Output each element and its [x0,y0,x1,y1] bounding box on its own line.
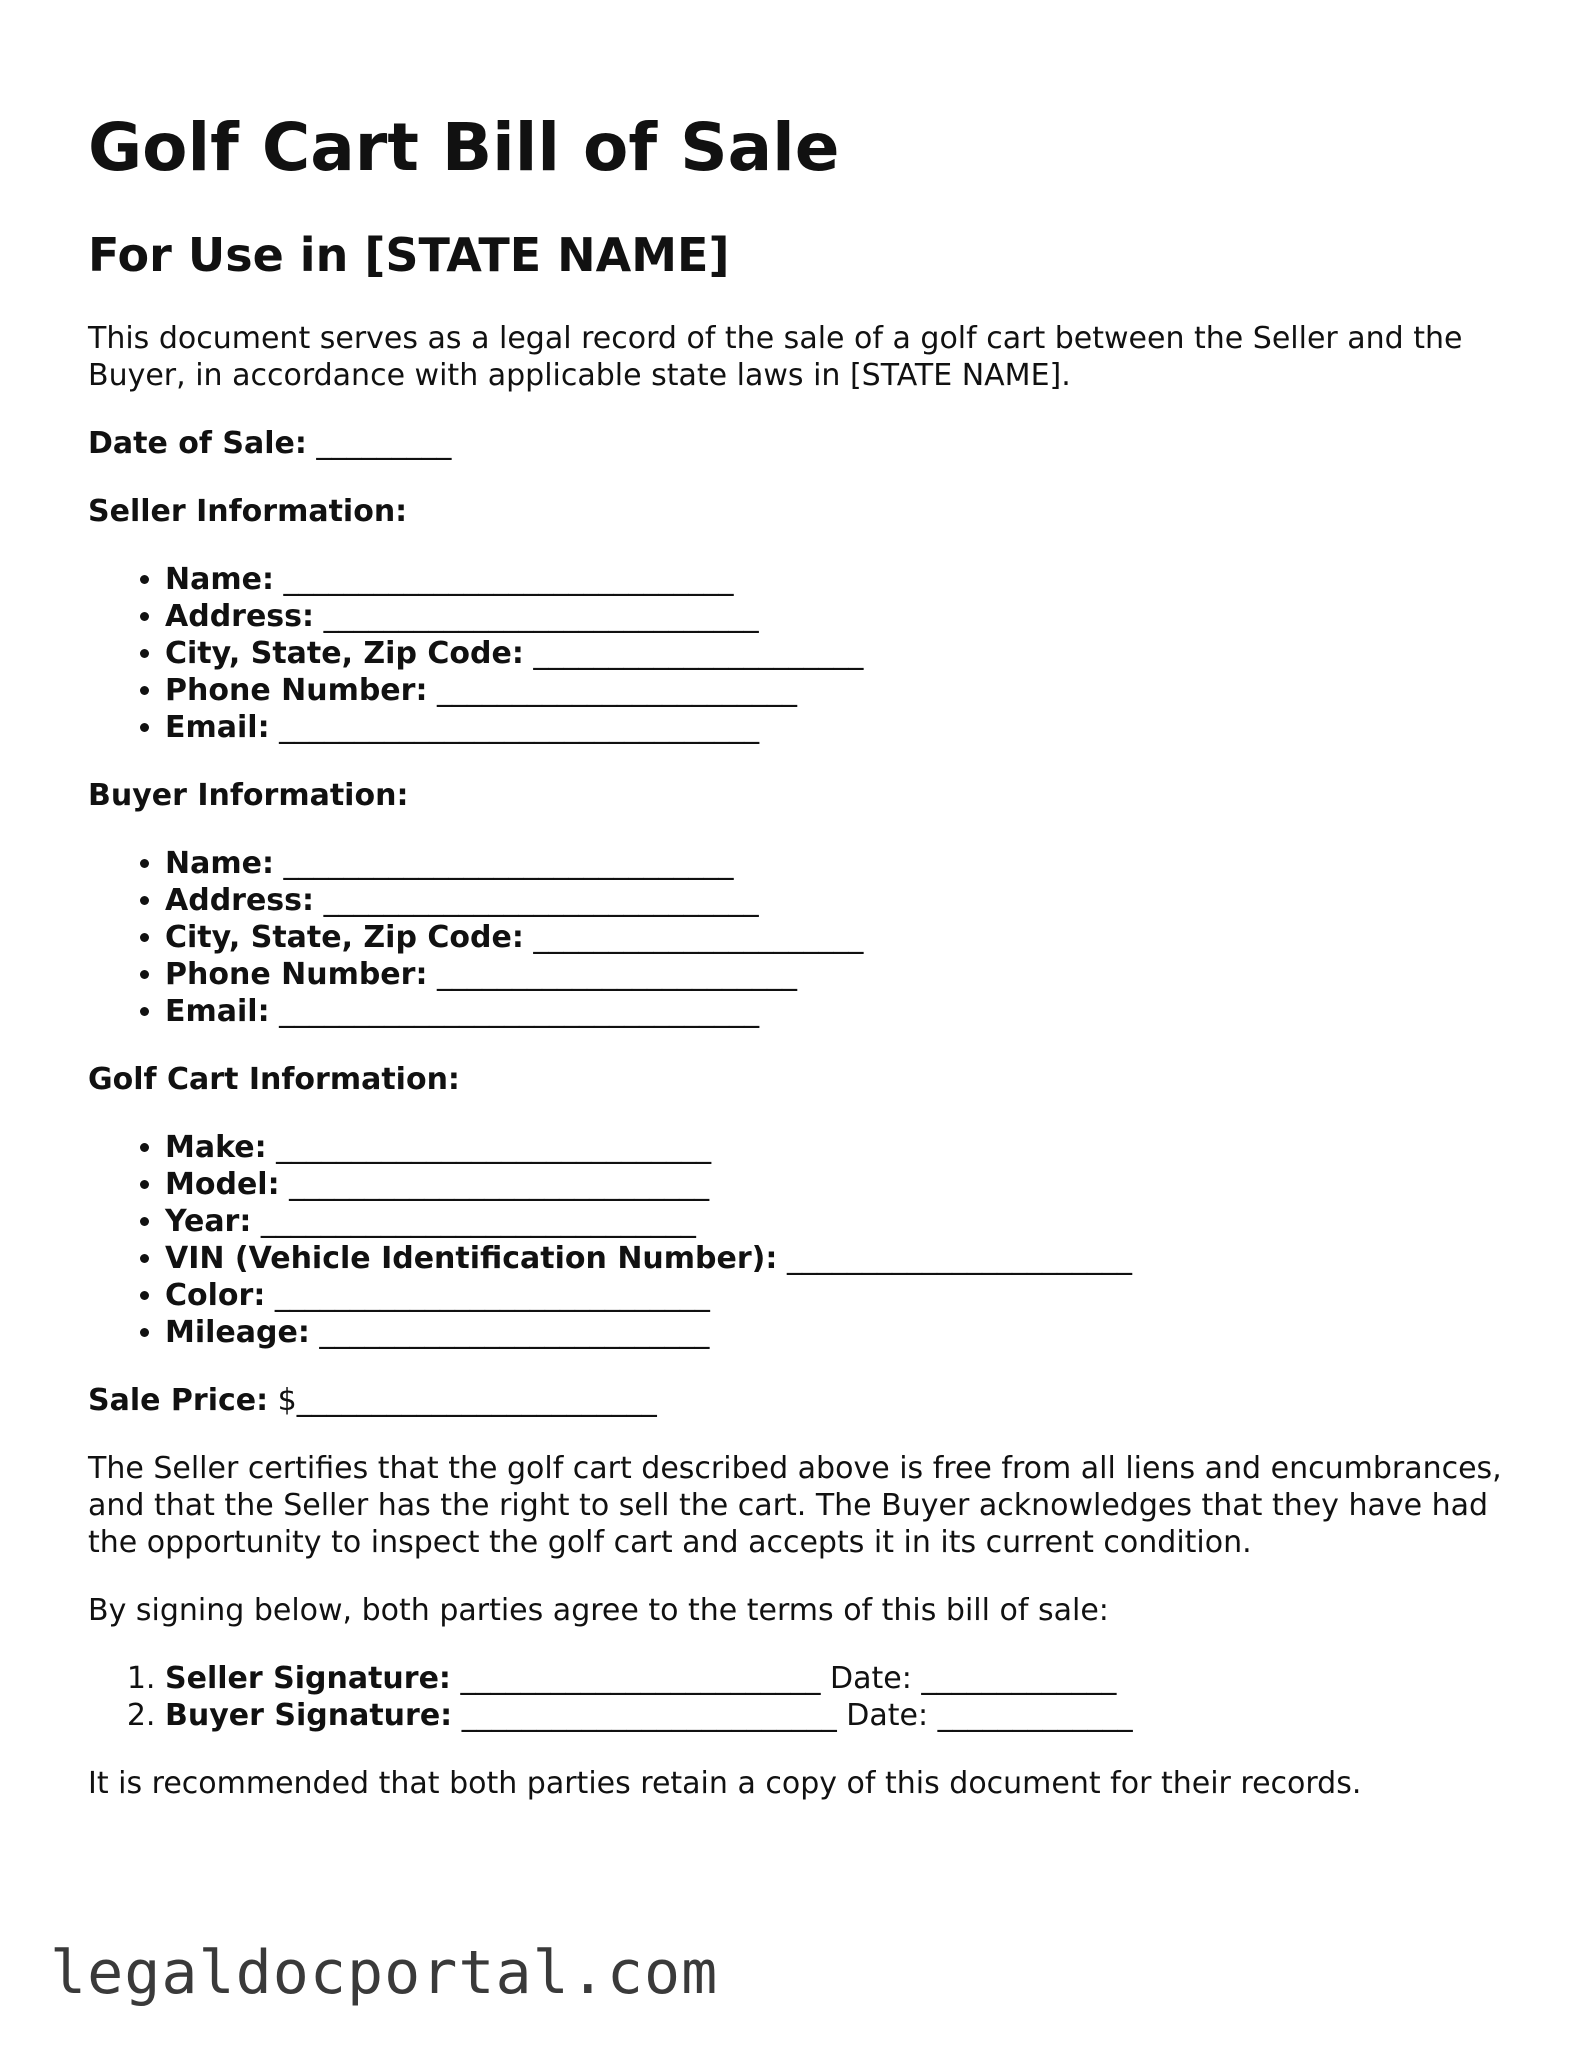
field-label: Phone Number: [165,957,428,992]
recommendation-paragraph: It is recommended that both parties retain a copy of this document for their records. [88,1766,1362,1801]
field-blank: _______________________ [786,1241,1132,1276]
golf-cart-field-list [88,1129,1508,1351]
seller-name-field [165,561,1508,598]
field-blank: __________________________ [319,1315,710,1350]
seller-field-list [88,561,1508,746]
date-of-sale-label: Date of Sale: [88,426,307,461]
field-label: Name: [165,562,274,597]
signature-label: Buyer Signature: [165,1698,453,1733]
cart-mileage-field [165,1314,1508,1351]
field-label: Mileage: [165,1315,310,1350]
intro-paragraph: This document serves as a legal record of the sale of a golf cart between the Seller and the Buyer, in accordance with applicable state laws in [STATE NAME]. [88,321,1463,393]
buyer-city-state-zip-field [165,919,1508,956]
document-body [88,320,1508,1833]
seller-phone-field [165,672,1508,709]
seller-address-field [165,598,1508,635]
signature-blank: _________________________ Date: _____________ [461,1698,1133,1733]
seller-email-field [165,709,1508,746]
sale-price-label: Sale Price: [88,1383,269,1418]
field-label: Phone Number: [165,673,428,708]
cart-color-field [165,1277,1508,1314]
cart-vin-field [165,1240,1508,1277]
field-blank: _____________________________ [323,883,759,918]
cart-make-field [165,1129,1508,1166]
field-label: VIN (Vehicle Identification Number): [165,1241,778,1276]
field-blank: ________________________ [437,957,797,992]
field-label: Year: [165,1204,252,1239]
field-blank: ______________________________ [283,562,734,597]
signature-list [88,1660,1508,1734]
site-watermark: legaldocportal.com [50,1938,719,2008]
field-label: City, State, Zip Code: [165,920,524,955]
sale-price-line [88,1382,1508,1419]
buyer-heading: Buyer Information: [88,778,409,813]
field-label: Make: [165,1130,267,1165]
signature-blank: ________________________ Date: _____________ [460,1661,1117,1696]
agreement-paragraph: By signing below, both parties agree to the terms of this bill of sale: [88,1593,1109,1628]
field-label: City, State, Zip Code: [165,636,524,671]
field-blank: _____________________________ [276,1130,712,1165]
sale-price-blank: $________________________ [277,1383,657,1418]
field-blank: _____________________________ [260,1204,696,1239]
buyer-name-field [165,845,1508,882]
field-label: Model: [165,1167,280,1202]
field-label: Email: [165,710,270,745]
field-label: Name: [165,846,274,881]
field-blank: ________________________________ [279,710,760,745]
buyer-field-list [88,845,1508,1030]
buyer-phone-field [165,956,1508,993]
field-label: Address: [165,599,315,634]
buyer-address-field [165,882,1508,919]
field-blank: ____________________________ [289,1167,710,1202]
date-of-sale-blank: _________ [316,426,452,461]
field-blank: ________________________________ [279,994,760,1029]
cart-year-field [165,1203,1508,1240]
seller-heading: Seller Information: [88,494,408,529]
signature-label: Seller Signature: [165,1661,451,1696]
seller-city-state-zip-field [165,635,1508,672]
buyer-signature-line [165,1697,1508,1734]
field-label: Email: [165,994,270,1029]
field-label: Color: [165,1278,266,1313]
field-blank: _____________________________ [323,599,759,634]
field-label: Address: [165,883,315,918]
certification-paragraph: The Seller certifies that the golf cart described above is free from all liens and encumbrances, and that the Seller has the right to sell the cart. The Buyer acknowledges that they have had the opportunity to inspect the golf cart and accepts it in its current condition. [88,1451,1502,1560]
seller-signature-line [165,1660,1508,1697]
buyer-email-field [165,993,1508,1030]
field-blank: ______________________________ [283,846,734,881]
field-blank: ______________________ [533,636,864,671]
date-of-sale-line [88,425,1508,462]
document-subtitle: For Use in [STATE NAME] [88,228,730,282]
golf-cart-heading: Golf Cart Information: [88,1062,460,1097]
document-title: Golf Cart Bill of Sale [88,109,840,186]
field-blank: ________________________ [437,673,797,708]
cart-model-field [165,1166,1508,1203]
field-blank: _____________________________ [274,1278,710,1313]
field-blank: ______________________ [533,920,864,955]
